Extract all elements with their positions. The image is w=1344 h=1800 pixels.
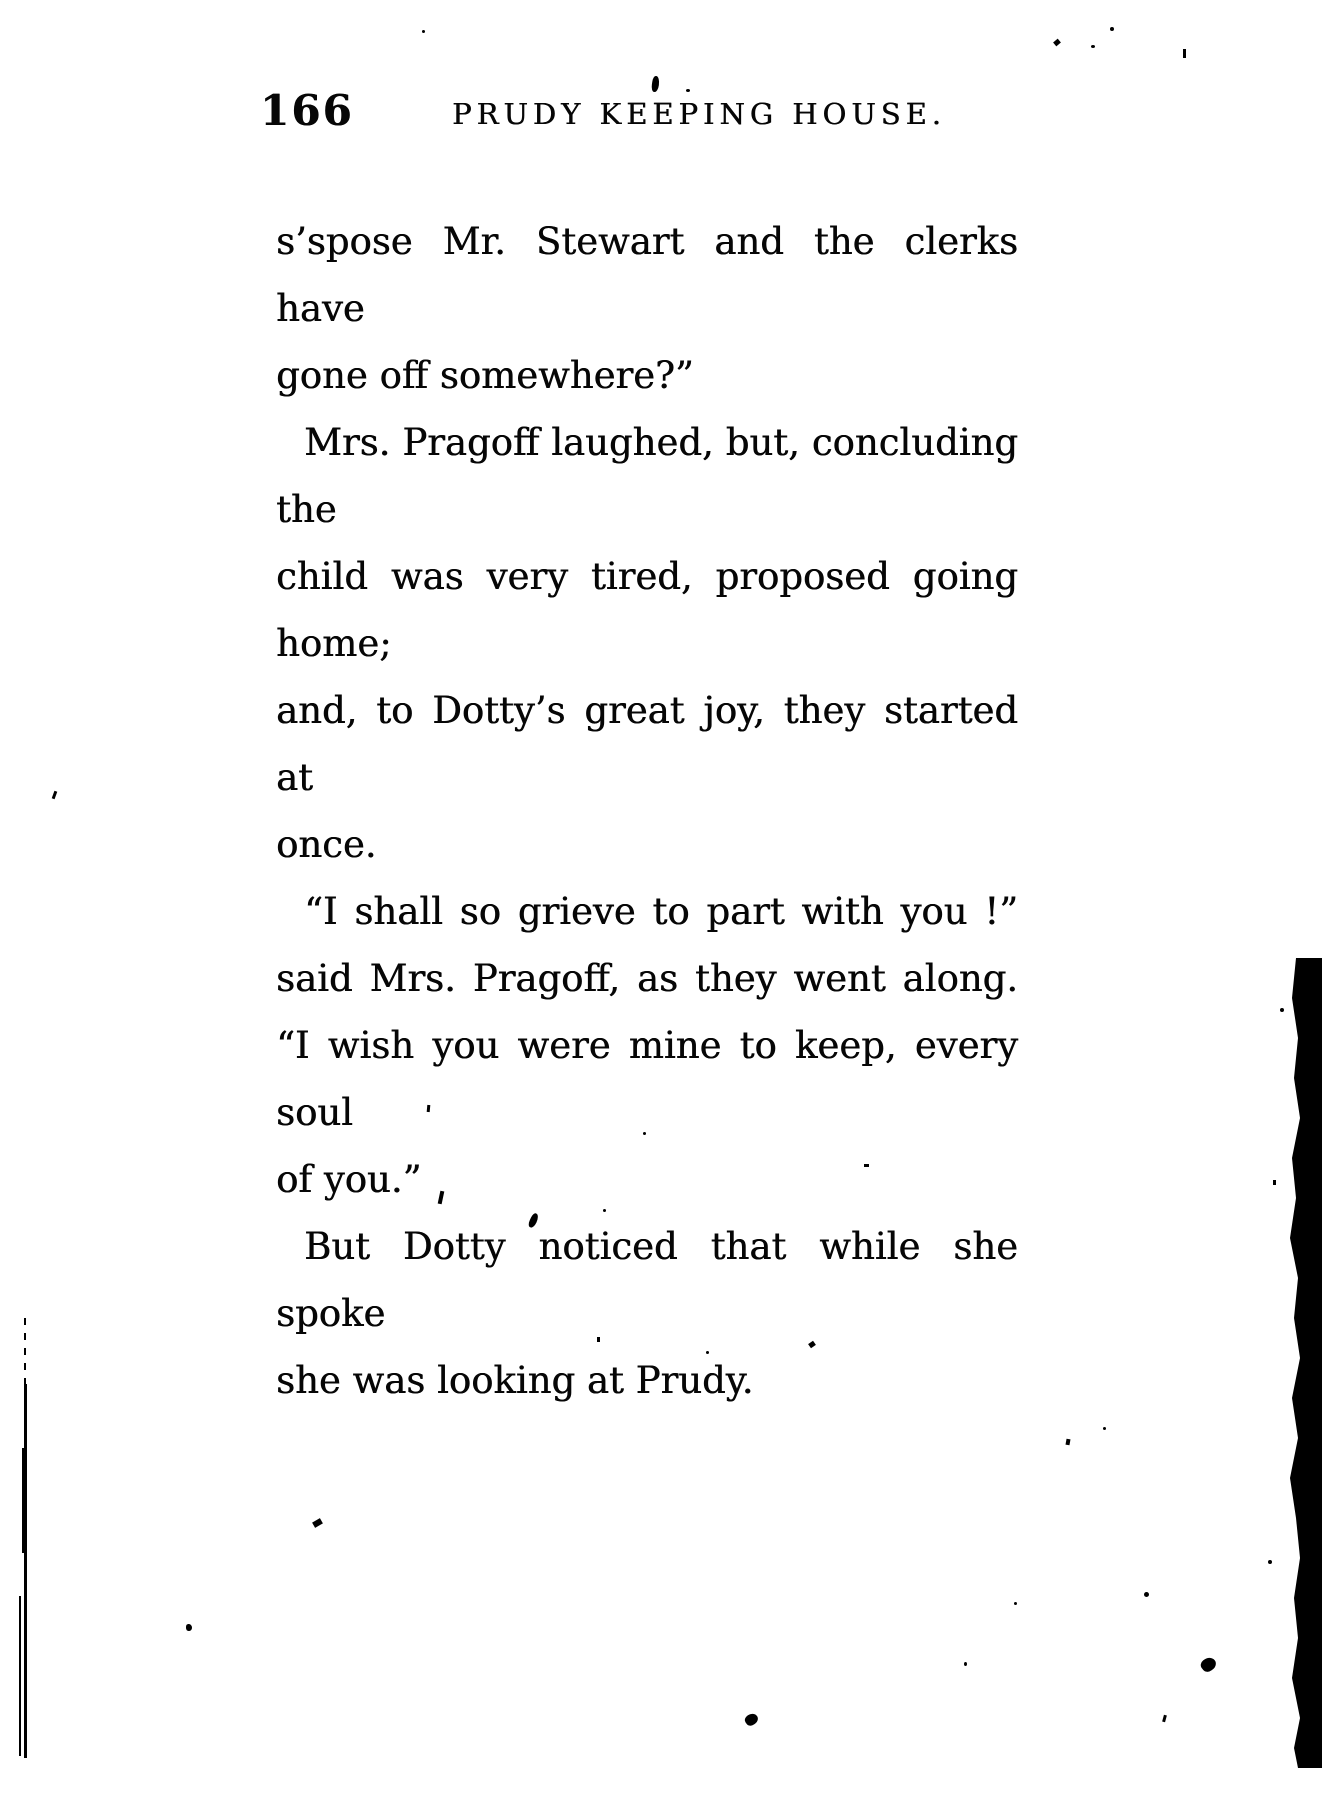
scan-fold-line [24,1318,26,1386]
scan-speck [186,1624,192,1631]
scan-speck [864,1164,869,1167]
scan-speck [1280,1008,1284,1012]
scan-speck [1053,39,1061,47]
scan-speck [1183,49,1186,58]
scan-speck [1144,1592,1149,1597]
scan-speck [603,1209,606,1212]
scan-speck [52,791,58,800]
text-line: she was looking at Prudy. [276,1359,754,1402]
page-number: 166 [260,86,354,135]
scan-speck [743,1711,760,1727]
text-line: of you.” [276,1158,422,1201]
scan-speck [686,89,690,92]
scan-speck [422,30,425,33]
scan-fold-line [24,1384,27,1758]
scan-speck [1268,1560,1272,1564]
text-line: “I wish you were mine to keep, every soul [276,1024,1018,1134]
scan-speck [597,1337,600,1342]
running-title: PRUDY KEEPING HOUSE. [452,97,946,131]
text-line: once. [276,823,377,866]
text-line: s’spose Mr. Stewart and the clerks have [276,220,1018,330]
scan-speck [1066,1439,1071,1446]
scan-speck [1162,1715,1167,1723]
scan-speck [312,1518,323,1528]
scan-speck [1273,1180,1276,1185]
scan-gutter-shadow [1288,958,1324,1768]
text-line: gone off somewhere?” [276,354,694,397]
scan-speck [1103,1427,1106,1430]
scan-speck [1014,1602,1017,1605]
scan-fold-line [19,1596,21,1756]
scan-speck [643,1132,646,1135]
text-line: child was very tired, proposed going home; [276,555,1018,665]
scan-speck [1091,45,1095,48]
text-line: But Dotty noticed that while she spoke [276,1225,1018,1335]
scan-speck [1199,1655,1219,1674]
text-line: and, to Dotty’s great joy, they started at [276,689,1018,799]
scan-fold-line [22,1448,27,1553]
body-text [276,208,1018,1414]
scan-speck [706,1351,709,1354]
text-line: said Mrs. Pragoff, as they went along. [276,957,1018,1000]
scan-speck [427,1105,431,1112]
text-line: “I shall so grieve to part with you !” [304,890,1018,933]
text-line: Mrs. Pragoff laughed, but, concluding the [276,421,1018,531]
scan-speck [964,1662,967,1666]
scan-speck [1110,27,1114,31]
scan-speck [651,76,660,93]
